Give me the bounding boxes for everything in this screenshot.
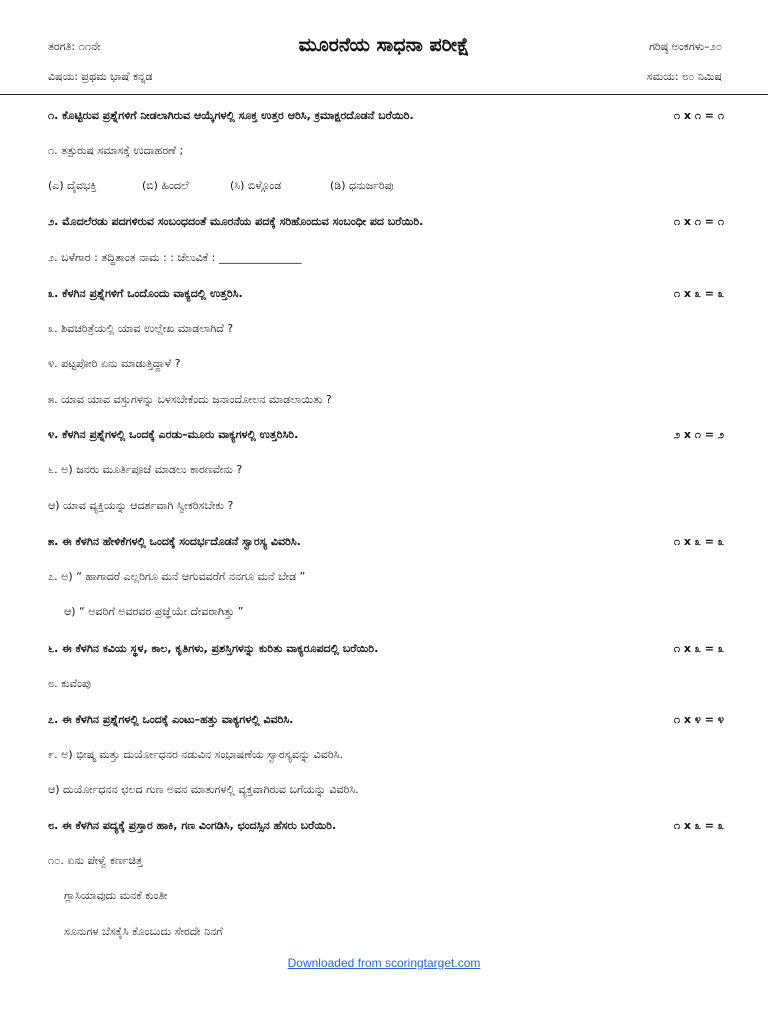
section-1-instruction: ೧. ಕೊಟ್ಟಿರುವ ಪ್ರಶ್ನೆಗಳಿಗೆ ನೀಡಲಾಗಿರುವ ಆಯ್ಕೆಗಳಲ್ಲಿ ಸೂಕ್ತ ಉತ್ತರ ಆರಿಸಿ, ಕ್ರಮಾಕ್ಷರದೊಡನೆ ಬರೆಯಿರಿ. ೧ x ೧ = ೧ <box>48 106 724 126</box>
question-7b: ಆ) “ ಅವರಿಗೆ ಅವರವರ ಪ್ರಜ್ಞೆಯೇ ದೇವರಾಗಿತ್ತು ” <box>64 605 244 618</box>
download-source-link[interactable]: Downloaded from scoringtarget.com <box>287 956 481 970</box>
poem-line-2: ಸೂನುಗಳ ಬೆಸಕೈಸಿ ಕೊಂಬುದು ಸೇರದೇ ನಿನಗೆ <box>64 925 223 938</box>
question-7a: ೭. ಅ) “ ಹಾಗಾದರೆ ಎಲ್ಲರಿಗೂ ಮನೆ ಆಗುವವರೆಗೆ ನನಗೂ ಮನೆ ಬೇಡ ” <box>48 570 306 583</box>
section-5-marks: ೧ x ೩ = ೩ <box>673 535 724 548</box>
question-4: ೪. ಪಟ್ಟಪೋರಿ ಏನು ಮಾಡುತ್ತಿದ್ದಾಳೆ ? <box>48 357 181 370</box>
section-2-instruction: ೨. ಮೊದಲೆರಡು ಪದಗಳಿರುವ ಸಂಬಂಧದಂತೆ ಮೂರನೆಯ ಪದಕ್ಕೆ ಸರಿಹೊಂದುವ ಸಂಬಂಧೀ ಪದ ಬರೆಯಿರಿ. ೧ x ೧ = ೧ <box>48 212 724 232</box>
section-6-instruction: ೬. ಈ ಕೆಳಗಿನ ಕವಿಯ ಸ್ಥಳ, ಕಾಲ, ಕೃತಿಗಳು, ಪ್ರಶಸ್ತಿಗಳನ್ನು ಕುರಿತು ವಾಕ್ಯರೂಪದಲ್ಲಿ ಬರೆಯಿರಿ. ೧ x ೩ = ೩ <box>48 639 724 659</box>
question-9a: ೯. ಅ) ಭೀಷ್ಮ ಮತ್ತು ದುರ್ಯೋಧನರ ನಡುವಿನ ಸಂಭಾಷಣೆಯ ಸ್ವಾರಸ್ಯವನ್ನು ವಿವರಿಸಿ. <box>48 748 343 761</box>
section-4-instruction: ೪. ಕೆಳಗಿನ ಪ್ರಶ್ನೆಗಳಲ್ಲಿ ಒಂದಕ್ಕೆ ಎರಡು–ಮೂರು ವಾಕ್ಯಗಳಲ್ಲಿ ಉತ್ತರಿಸಿರಿ. ೨ x ೧ = ೨ <box>48 425 724 445</box>
section-2-marks: ೧ x ೧ = ೧ <box>673 215 724 228</box>
section-8-instruction: ೮. ಈ ಕೆಳಗಿನ ಪದ್ಯಕ್ಕೆ ಪ್ರಸ್ತಾರ ಹಾಕಿ, ಗಣ ವಿಂಗಡಿಸಿ, ಛಂದಸ್ಸಿನ ಹೆಸರು ಬರೆಯಿರಿ. ೧ x ೩ = ೩ <box>48 816 724 836</box>
section-1-marks: ೧ x ೧ = ೧ <box>673 109 724 122</box>
section-6-marks: ೧ x ೩ = ೩ <box>673 642 724 655</box>
question-9b: ಆ) ದುರ್ಯೋಧನನ ಛಲದ ಗುಣ ಅವನ ಮಾತುಗಳಲ್ಲಿ ವ್ಯಕ್ತವಾಗಿರುವ ಬಗೆಯನ್ನು ವಿವರಿಸಿ. <box>48 783 359 796</box>
time-label: ಸಮಯ: ೮೦ ನಿಮಿಷ <box>646 70 722 83</box>
section-3-instruction: ೩. ಕೆಳಗಿನ ಪ್ರಶ್ನೆಗಳಿಗೆ ಒಂದೊಂದು ವಾಕ್ಯದಲ್ಲಿ ಉತ್ತರಿಸಿ. ೧ x ೩ = ೩ <box>48 284 724 304</box>
subject-label: ವಿಷಯ: ಪ್ರಥಮ ಭಾಷೆ ಕನ್ನಡ <box>48 70 153 83</box>
question-2: ೨. ಬಳೆಗಾರ : ತದ್ಧಿತಾಂತ ನಾಮ : : ಚೆಲುವಿಕೆ : _______________ <box>48 251 302 264</box>
question-10: ೧೦. ಏನು ಪೇಳ್ವೆ ಕರ್ಣಚಿತ್ತ <box>48 854 143 867</box>
question-1-options <box>48 176 724 196</box>
section-5-instruction: ೫. ಈ ಕೆಳಗಿನ ಹೇಳಿಕೆಗಳಲ್ಲಿ ಒಂದಕ್ಕೆ ಸಂದರ್ಭದೊಡನೆ ಸ್ವಾರಸ್ಯ ವಿವರಿಸಿ. ೧ x ೩ = ೩ <box>48 532 724 552</box>
option-b: (ಬಿ) ಹಿಂದಲೆ <box>142 179 189 192</box>
question-6b: ಆ) ಯಾವ ವ್ಯಕ್ತಿಯನ್ನು ಆದರ್ಶವಾಗಿ ಸ್ವೀಕರಿಸಬೇಕು ? <box>48 499 234 512</box>
option-a: (ಎ) ದೈವಭಕ್ತಿ <box>48 179 97 192</box>
section-7-marks: ೧ x ೪ = ೪ <box>673 713 724 726</box>
section-3-marks: ೧ x ೩ = ೩ <box>673 287 724 300</box>
header-divider <box>0 94 768 95</box>
poem-line-1: ಗ್ಲಾಸಿಯಾವುದು ಮನಕೆ ಕುಂತೀ <box>64 889 168 902</box>
question-3: ೩. ಶಿವಚರಿತ್ರೆಯಲ್ಲಿ ಯಾವ ಉಲ್ಲೇಖ ಮಾಡಲಾಗಿದೆ ? <box>48 322 234 335</box>
question-1: ೧. ತತ್ಪುರುಷ ಸಮಾಸಕ್ಕೆ ಉದಾಹರಣೆ ; <box>48 144 184 157</box>
question-8: ೮. ಕುವೆಂಪು <box>48 677 91 690</box>
section-7-instruction: ೭. ಈ ಕೆಳಗಿನ ಪ್ರಶ್ನೆಗಳಲ್ಲಿ ಒಂದಕ್ಕೆ ಎಂಟು–ಹತ್ತು ವಾಕ್ಯಗಳಲ್ಲಿ ವಿವರಿಸಿ. ೧ x ೪ = ೪ <box>48 710 724 730</box>
section-8-marks: ೧ x ೩ = ೩ <box>673 819 724 832</box>
option-c: (ಸಿ) ಬಿಳ್ಗೊಂಡ <box>230 179 282 192</box>
question-6a: ೬. ಅ) ಜನರು ಮೂರ್ತಿಪೂಜೆ ಮಾಡಲು ಕಾರಣವೇನು ? <box>48 463 243 476</box>
section-4-marks: ೨ x ೧ = ೨ <box>673 428 724 441</box>
option-d: (ಡಿ) ಧನುರ್ಜರಿಪು <box>330 179 394 192</box>
exam-title: ಮೂರನೆಯ ಸಾಧನಾ ಪರೀಕ್ಷೆ <box>298 34 470 56</box>
question-5: ೫. ಯಾವ ಯಾವ ವಸ್ತುಗಳನ್ನು ಬಳಸಬೇಕೆಂದು ಜನಾಂದೋಲನ ಮಾಡಲಾಯಿತು ? <box>48 393 332 406</box>
class-label: ತರಗತಿ: ೧೧ನೇ <box>48 40 101 53</box>
max-marks-label: ಗರಿಷ್ಠ ಅಂಕಗಳು–೨೦ <box>648 40 722 53</box>
